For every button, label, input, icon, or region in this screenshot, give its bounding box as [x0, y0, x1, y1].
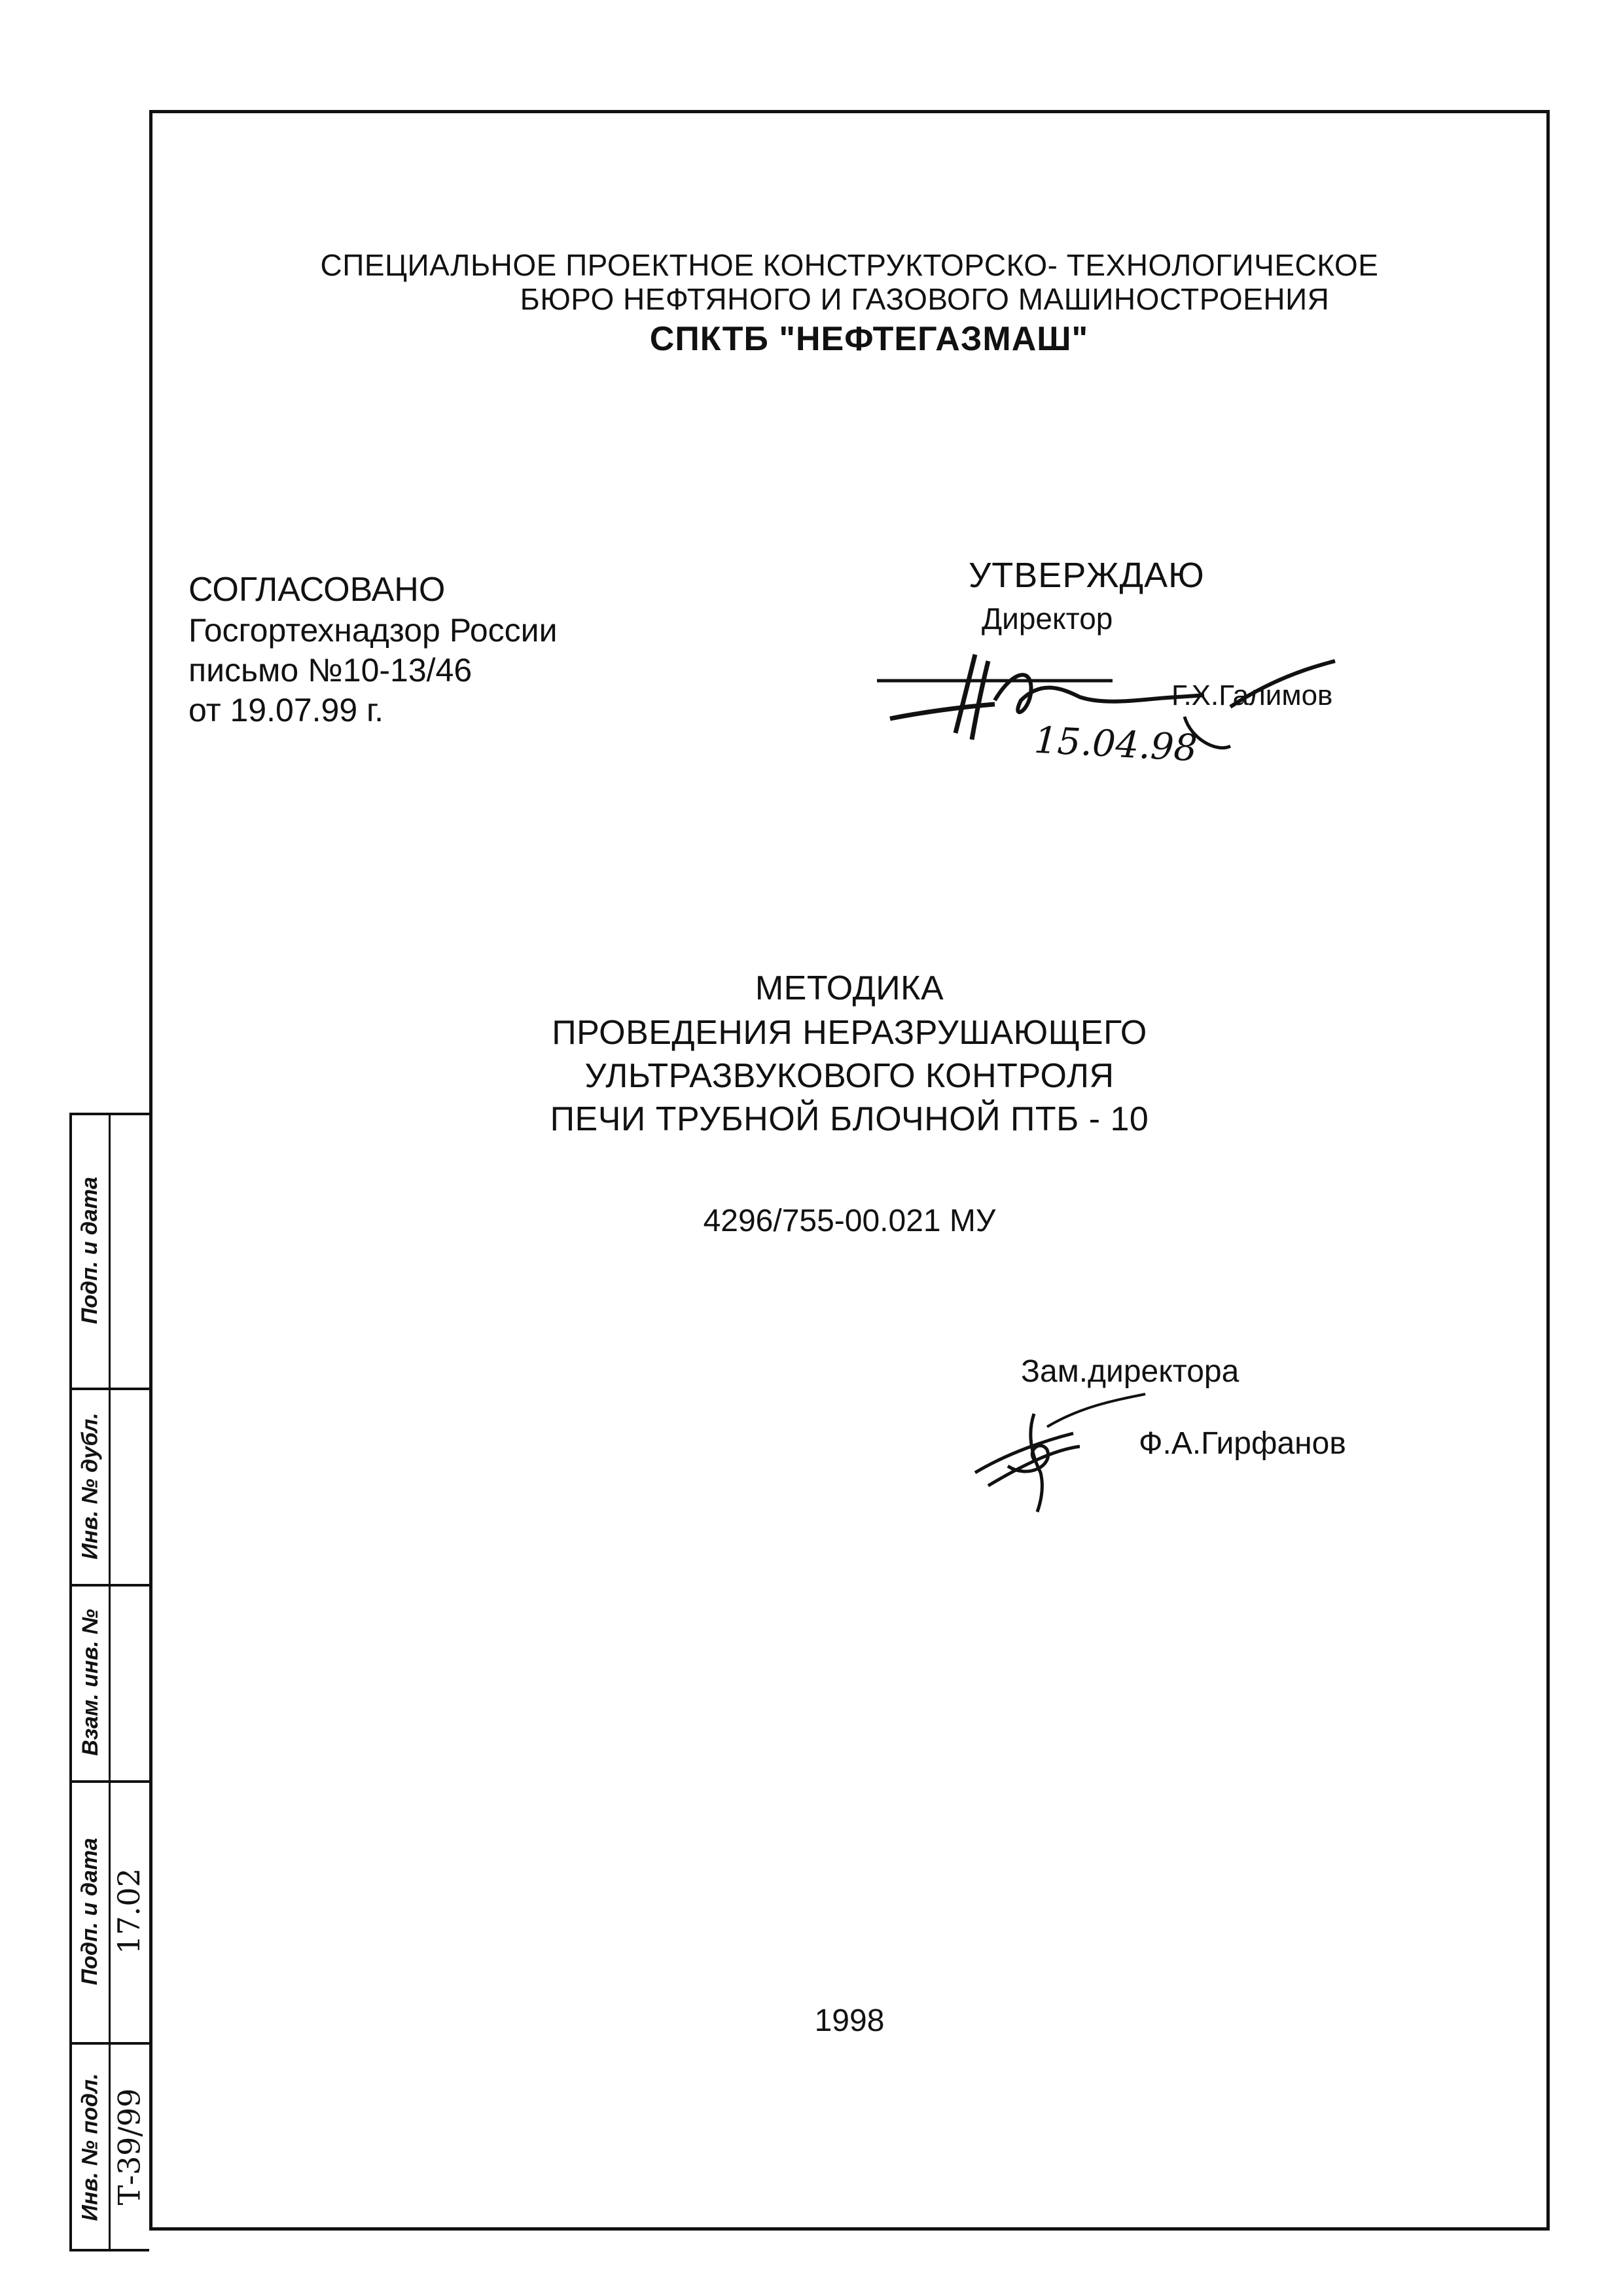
year: 1998 [814, 2003, 885, 2038]
stamp-strip [69, 1113, 154, 2251]
agreed-line3: от 19.07.99 г. [188, 692, 384, 729]
title-line1: МЕТОДИКА [755, 969, 944, 1007]
stamp-label-replace-inv: Взам. инв. № [77, 1608, 103, 1756]
title-line2: ПРОВЕДЕНИЯ НЕРАЗРУШАЮЩЕГО [552, 1014, 1147, 1052]
approve-name: Г.Х.Галимов [1171, 679, 1333, 711]
stamp-label-orig-inv: Инв. № подл. [77, 2073, 103, 2221]
org-short-name: СПКТБ "НЕФТЕГАЗМАШ" [649, 320, 1089, 358]
approve-label: УТВЕРЖДАЮ [969, 556, 1205, 595]
title-line4: ПЕЧИ ТРУБНОЙ БЛОЧНОЙ ПТБ - 10 [550, 1100, 1149, 1138]
agreed-block [188, 569, 558, 730]
title-line3: УЛЬТРАЗВУКОВОГО КОНТРОЛЯ [584, 1057, 1115, 1095]
stamp-value-sign-date: 17.02 [111, 1868, 147, 1954]
org-name-line2: БЮРО НЕФТЯНОГО И ГАЗОВОГО МАШИНОСТРОЕНИЯ [520, 282, 1330, 316]
page-frame [149, 110, 1550, 2231]
org-name-line1: СПЕЦИАЛЬНОЕ ПРОЕКТНОЕ КОНСТРУКТОРСКО- ТЕХНОЛОГИЧЕСКОЕ [320, 248, 1379, 282]
stamp-label-sign-date-2: Подп. и дата [77, 1837, 103, 1985]
agreed-line1: Госгортехнадзор России [188, 612, 558, 649]
deputy-signature [969, 1388, 1152, 1518]
stamp-label-sign-date: Подп. и дата [77, 1176, 103, 1324]
approve-position: Директор [982, 601, 1113, 636]
deputy-position: Зам.директора [1021, 1354, 1240, 1389]
stamp-value-orig-inv: Т-39/99 [111, 2088, 147, 2206]
agreed-line2: письмо №10-13/46 [188, 652, 473, 689]
handwritten-date: 15.04.98 [1033, 719, 1198, 770]
document-code: 4296/755-00.021 МУ [703, 1204, 996, 1238]
stamp-label-dup-inv: Инв. № дубл. [77, 1412, 103, 1560]
agreed-label: СОГЛАСОВАНО [188, 571, 446, 609]
deputy-name: Ф.А.Гирфанов [1139, 1426, 1346, 1461]
